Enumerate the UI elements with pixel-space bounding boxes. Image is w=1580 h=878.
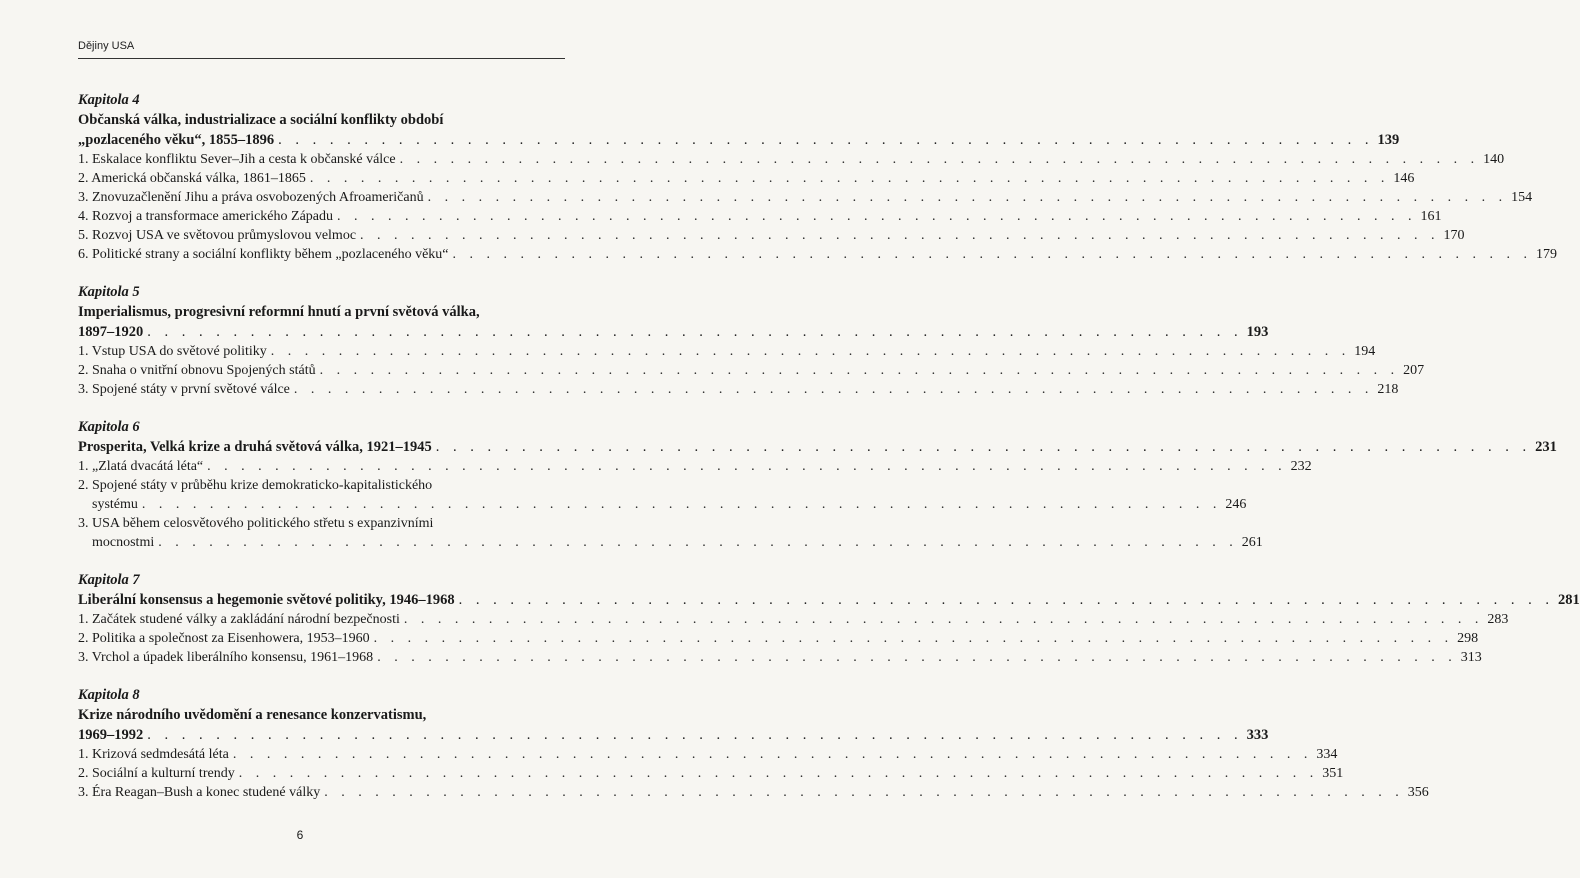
toc-entry-text: mocnostmi: [92, 535, 155, 550]
running-title: Dějiny USA: [78, 40, 135, 52]
dot-leader: . . . . . . . . . . . . . . . . . . . . . . . . . . . . . . . . . . . . . . . . . . . . . . . . . . . . . . . . . . . . . . . .: [458, 592, 1555, 608]
chapter-title-text: Prosperita, Velká krize a druhá světová válka, 1921–1945: [78, 439, 432, 455]
chapter-label: Kapitola 4: [78, 92, 140, 108]
dot-leader: . . . . . . . . . . . . . . . . . . . . . . . . . . . . . . . . . . . . . . . . . . . . . . . . . . . . . . . . . . . . . . . .: [373, 631, 1454, 646]
toc-entry[interactable]: [78, 207, 1442, 226]
dot-leader: . . . . . . . . . . . . . . . . . . . . . . . . . . . . . . . . . . . . . . . . . . . . . . . . . . . . . . . . . . . . . . . .: [147, 324, 1243, 340]
toc-entry-page: 313: [1460, 650, 1482, 665]
toc-entry-text: 2. Sociální a kulturní trendy: [78, 766, 235, 781]
dot-leader: . . . . . . . . . . . . . . . . . . . . . . . . . . . . . . . . . . . . . . . . . . . . . . . . . . . . . . . . . . . . . . . .: [232, 747, 1313, 762]
toc-entry-text: 2. Snaha o vnitřní obnovu Spojených států: [78, 363, 316, 378]
dot-leader: . . . . . . . . . . . . . . . . . . . . . . . . . . . . . . . . . . . . . . . . . . . . . . . . . . . . . . . . . . . . . . . .: [377, 650, 1457, 665]
toc-entry-text: 1. „Zlatá dvacátá léta“: [78, 459, 204, 474]
toc-entry-page: 170: [1443, 228, 1465, 243]
chapter-title-text: „pozlaceného věku“, 1855–1896: [78, 132, 275, 148]
dot-leader: . . . . . . . . . . . . . . . . . . . . . . . . . . . . . . . . . . . . . . . . . . . . . . . . . . . . . . . . . . . . . . . .: [278, 132, 1374, 148]
toc-entry-page: 351: [1322, 766, 1344, 781]
chapter-title-page: 281: [1558, 592, 1580, 608]
chapter-title[interactable]: [78, 590, 1580, 610]
toc-entry-line: 2. Spojené státy v průběhu krize demokraticko-kapitalistického: [78, 478, 433, 493]
toc-entry[interactable]: [78, 188, 1533, 207]
dot-leader: . . . . . . . . . . . . . . . . . . . . . . . . . . . . . . . . . . . . . . . . . . . . . . . . . . . . . . . . . . . . . . . .: [270, 344, 1351, 359]
toc-entry-page: 154: [1511, 190, 1533, 205]
toc-entry-text: 3. Vrchol a úpadek liberálního konsensu, 1961–1968: [78, 650, 374, 665]
toc-entry-text: 1. Krizová sedmdesátá léta: [78, 747, 229, 762]
toc-entry-text: 3. Éra Reagan–Bush a konec studené války: [78, 785, 321, 800]
running-header: [78, 40, 565, 59]
toc-entry[interactable]: [78, 629, 1479, 648]
toc-entry-line: 3. USA během celosvětového politického střetu s expanzivními: [78, 516, 434, 531]
chapter-title-line: Krize národního uvědomění a renesance konzervatismu,: [78, 707, 427, 723]
chapter-label: Kapitola 8: [78, 687, 140, 703]
chapter-title-page: 333: [1246, 727, 1269, 743]
chapter-title[interactable]: [78, 322, 1269, 342]
toc-entry-page: 140: [1483, 152, 1505, 167]
toc-entry-page: 298: [1457, 631, 1479, 646]
toc-entry[interactable]: [78, 764, 1344, 783]
dot-leader: . . . . . . . . . . . . . . . . . . . . . . . . . . . . . . . . . . . . . . . . . . . . . . . . . . . . . . . . . . . . . . . .: [158, 535, 1238, 550]
chapter-section: [78, 570, 1580, 667]
chapter-section: [78, 685, 1429, 802]
toc-entry[interactable]: [78, 457, 1312, 476]
chapter-title-text: 1897–1920: [78, 324, 144, 340]
toc-entry-text: 1. Začátek studené války a zakládání národní bezpečnosti: [78, 612, 400, 627]
toc-entry-page: 356: [1407, 785, 1429, 800]
toc-entry[interactable]: [78, 610, 1509, 629]
toc-entry-page: 218: [1377, 382, 1399, 397]
dot-leader: . . . . . . . . . . . . . . . . . . . . . . . . . . . . . . . . . . . . . . . . . . . . . . . . . . . . . . . . . . . . . . . .: [319, 363, 1400, 378]
toc-entry-page: 194: [1354, 344, 1376, 359]
dot-leader: . . . . . . . . . . . . . . . . . . . . . . . . . . . . . . . . . . . . . . . . . . . . . . . . . . . . . . . . . . . . . . . .: [238, 766, 1319, 781]
toc-entry[interactable]: [78, 648, 1482, 667]
chapter-label: Kapitola 5: [78, 284, 140, 300]
toc-entry-text: 1. Eskalace konfliktu Sever–Jih a cesta k občanské válce: [78, 152, 396, 167]
toc-entry-text: 3. Znovuzačlenění Jihu a práva osvobozených Afroameričanů: [78, 190, 424, 205]
toc-entry[interactable]: [78, 226, 1465, 245]
toc-entry[interactable]: [78, 245, 1557, 264]
toc-entry[interactable]: [78, 169, 1415, 188]
chapter-title-text: Liberální konsensus a hegemonie světové politiky, 1946–1968: [78, 592, 455, 608]
dot-leader: . . . . . . . . . . . . . . . . . . . . . . . . . . . . . . . . . . . . . . . . . . . . . . . . . . . . . . . . . . . . . . . .: [309, 171, 1390, 186]
toc-entry-page: 246: [1225, 497, 1247, 512]
dot-leader: . . . . . . . . . . . . . . . . . . . . . . . . . . . . . . . . . . . . . . . . . . . . . . . . . . . . . . . . . . . . . . . .: [360, 228, 1440, 243]
toc-entry-text: 2. Americká občanská válka, 1861–1865: [78, 171, 306, 186]
toc-entry[interactable]: [78, 150, 1505, 169]
chapter-title-page: 193: [1246, 324, 1269, 340]
page-number: 6: [296, 828, 304, 842]
dot-leader: . . . . . . . . . . . . . . . . . . . . . . . . . . . . . . . . . . . . . . . . . . . . . . . . . . . . . . . . . . . . . . . .: [399, 152, 1480, 167]
toc-entry-page: 146: [1393, 171, 1415, 186]
dot-leader: . . . . . . . . . . . . . . . . . . . . . . . . . . . . . . . . . . . . . . . . . . . . . . . . . . . . . . . . . . . . . . . .: [452, 247, 1532, 262]
dot-leader: . . . . . . . . . . . . . . . . . . . . . . . . . . . . . . . . . . . . . . . . . . . . . . . . . . . . . . . . . . . . . . . .: [293, 382, 1374, 397]
chapter-title[interactable]: [78, 130, 1400, 150]
toc-entry-page: 179: [1536, 247, 1557, 262]
toc-entry[interactable]: [78, 783, 1429, 802]
dot-leader: . . . . . . . . . . . . . . . . . . . . . . . . . . . . . . . . . . . . . . . . . . . . . . . . . . . . . . . . . . . . . . . .: [403, 612, 1484, 627]
chapter-title-text: 1969–1992: [78, 727, 144, 743]
toc-entry-text: 3. Spojené státy v první světové válce: [78, 382, 290, 397]
toc-entry-page: 232: [1290, 459, 1312, 474]
chapter-title-page: 231: [1535, 439, 1557, 455]
chapter-title-page: 139: [1377, 132, 1400, 148]
toc-entry-text: 2. Politika a společnost za Eisenhowera, 1953–1960: [78, 631, 370, 646]
chapter-title-line: Imperialismus, progresivní reformní hnutí a první světová válka,: [78, 304, 480, 320]
toc-entry-text: 1. Vstup USA do světové politiky: [78, 344, 267, 359]
toc-entry[interactable]: [78, 495, 1247, 514]
toc-entry[interactable]: [78, 380, 1399, 399]
toc-entry-text: 6. Politické strany a sociální konflikty během „pozlaceného věku“: [78, 247, 449, 262]
toc-entry-text: 5. Rozvoj USA ve světovou průmyslovou velmoc: [78, 228, 357, 243]
dot-leader: . . . . . . . . . . . . . . . . . . . . . . . . . . . . . . . . . . . . . . . . . . . . . . . . . . . . . . . . . . . . . . . .: [427, 190, 1508, 205]
chapter-section: [78, 282, 1425, 399]
dot-leader: . . . . . . . . . . . . . . . . . . . . . . . . . . . . . . . . . . . . . . . . . . . . . . . . . . . . . . . . . . . . . . . .: [141, 497, 1222, 512]
dot-leader: . . . . . . . . . . . . . . . . . . . . . . . . . . . . . . . . . . . . . . . . . . . . . . . . . . . . . . . . . . . . . . . .: [337, 209, 1417, 224]
chapter-label: Kapitola 6: [78, 419, 140, 435]
chapter-title[interactable]: [78, 437, 1557, 457]
dot-leader: . . . . . . . . . . . . . . . . . . . . . . . . . . . . . . . . . . . . . . . . . . . . . . . . . . . . . . . . . . . . . . . .: [435, 439, 1532, 455]
table-of-contents: [78, 90, 1580, 820]
toc-entry[interactable]: [78, 361, 1425, 380]
chapter-label: Kapitola 7: [78, 572, 140, 588]
toc-entry-page: 207: [1403, 363, 1425, 378]
dot-leader: . . . . . . . . . . . . . . . . . . . . . . . . . . . . . . . . . . . . . . . . . . . . . . . . . . . . . . . . . . . . . . . .: [147, 727, 1243, 743]
toc-entry[interactable]: [78, 745, 1338, 764]
toc-entry-page: 261: [1241, 535, 1263, 550]
toc-entry[interactable]: [78, 533, 1263, 552]
toc-entry-text: systému: [92, 497, 138, 512]
chapter-title[interactable]: [78, 725, 1269, 745]
toc-entry-page: 334: [1316, 747, 1338, 762]
toc-entry-page: 283: [1487, 612, 1509, 627]
toc-entry-text: 4. Rozvoj a transformace amerického Západu: [78, 209, 334, 224]
toc-entry-page: 161: [1420, 209, 1442, 224]
chapter-section: [78, 90, 1557, 264]
dot-leader: . . . . . . . . . . . . . . . . . . . . . . . . . . . . . . . . . . . . . . . . . . . . . . . . . . . . . . . . . . . . . . . .: [324, 785, 1404, 800]
chapter-title-line: Občanská válka, industrializace a sociální konflikty období: [78, 112, 444, 128]
dot-leader: . . . . . . . . . . . . . . . . . . . . . . . . . . . . . . . . . . . . . . . . . . . . . . . . . . . . . . . . . . . . . . . .: [207, 459, 1287, 474]
toc-entry[interactable]: [78, 342, 1376, 361]
chapter-section: [78, 417, 1557, 552]
